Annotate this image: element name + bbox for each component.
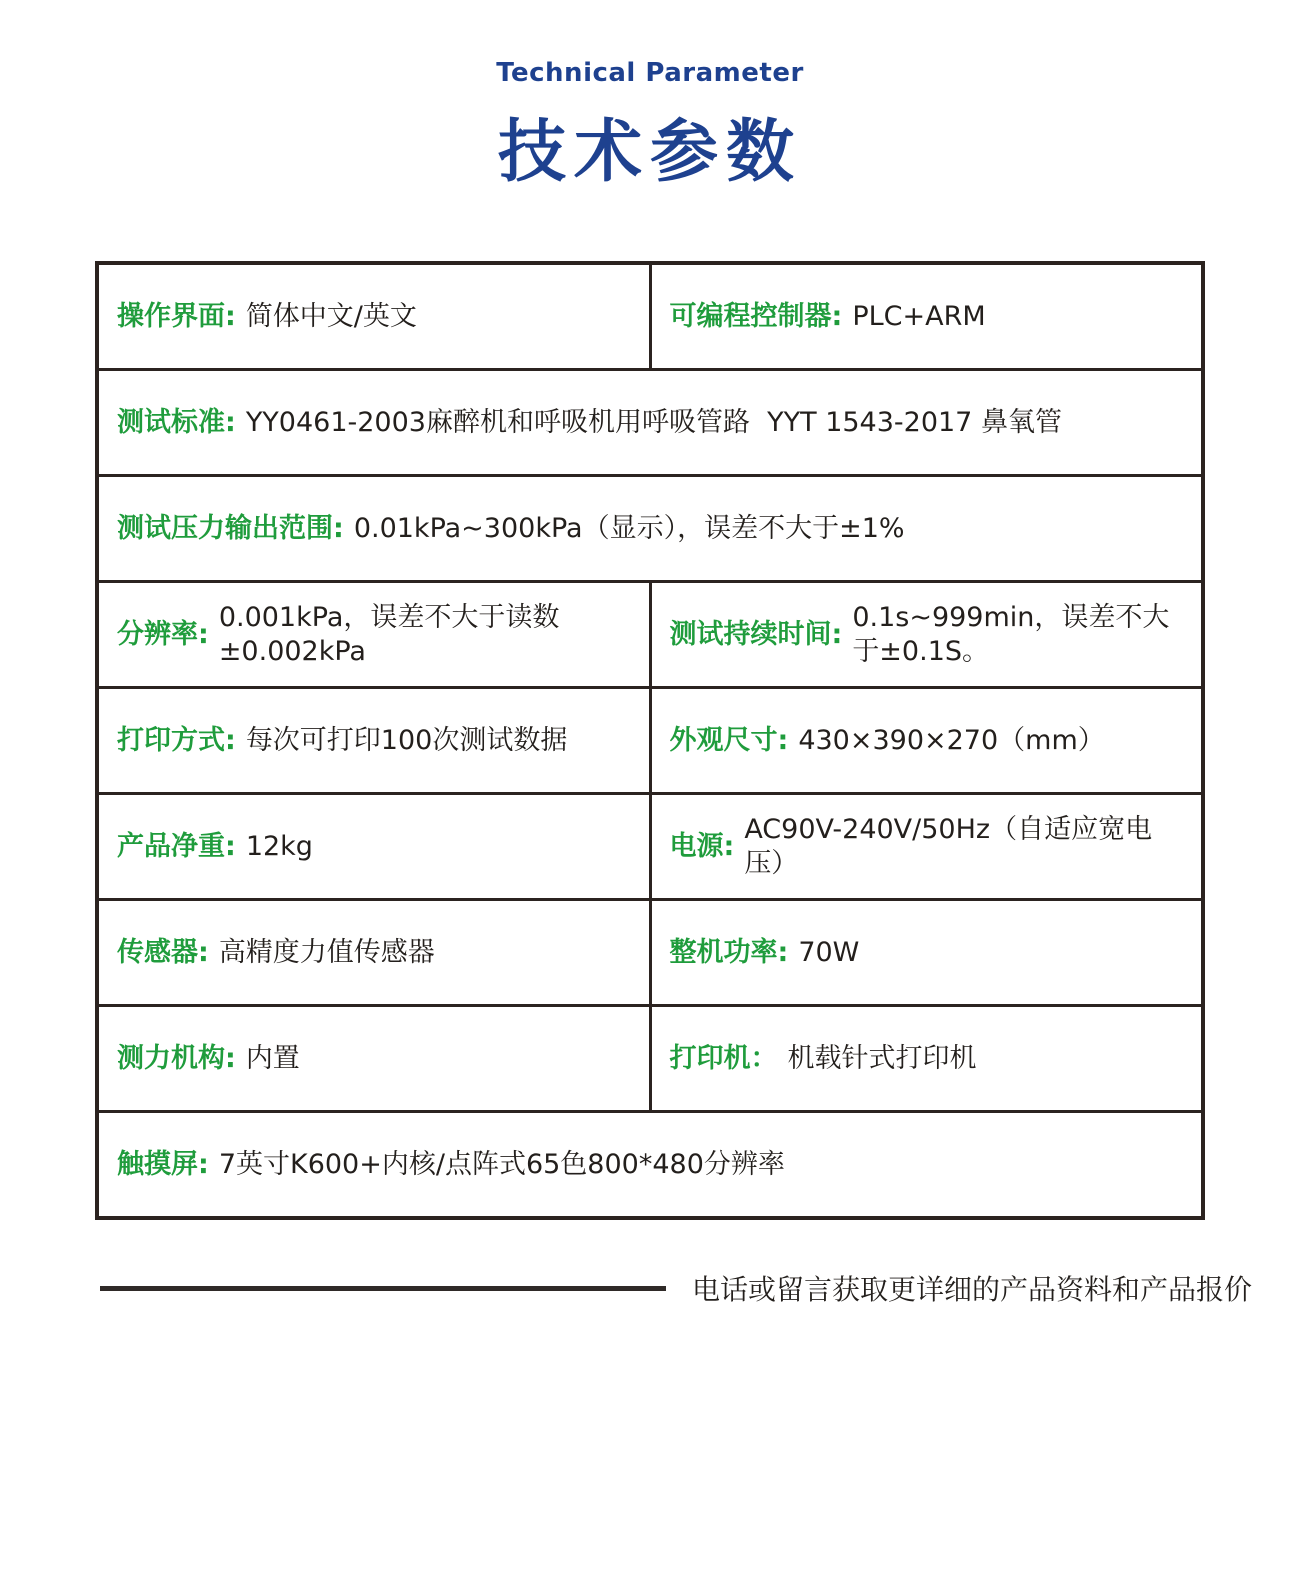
param-value: PLC+ARM (852, 300, 986, 332)
param-value: 内置 (245, 1042, 300, 1074)
table-row (99, 477, 1201, 583)
cell-touch-screen (99, 1113, 1201, 1216)
param-value: 0.001kPa，误差不大于读数±0.002kPa (218, 601, 560, 667)
param-value: 简体中文/英文 (245, 300, 417, 332)
cell-test-standard (99, 371, 1201, 474)
param-label: 传感器: (117, 936, 209, 968)
param-label: 产品净重: (117, 830, 236, 862)
param-label: 触摸屏: (117, 1148, 209, 1180)
param-value: 高精度力值传感器 (218, 936, 435, 968)
cell-printer (649, 1007, 1202, 1110)
table-row (99, 689, 1201, 795)
cell-print-mode (99, 689, 649, 792)
param-value: AC90V-240V/50Hz（自适应宽电压） (744, 813, 1153, 879)
cell-resolution (99, 583, 649, 686)
param-label: 外观尺寸: (669, 724, 789, 756)
param-value: 430×390×270（mm） (798, 724, 1105, 756)
footer (100, 1268, 1253, 1308)
param-label: 可编程控制器: (669, 300, 843, 332)
param-label: 打印方式: (117, 724, 236, 756)
param-label: 测试标准: (117, 406, 236, 438)
technical-parameter-table (95, 261, 1205, 1220)
param-label: 测试压力输出范围: (117, 512, 344, 544)
param-label: 操作界面: (117, 300, 236, 332)
footer-divider-line (100, 1286, 666, 1291)
english-subtitle: Technical Parameter (496, 58, 804, 88)
page-title: 技术参数 (497, 113, 802, 192)
param-value: 机载针式打印机 (787, 1042, 977, 1074)
param-value: 0.1s~999min，误差不大于±0.1S。 (852, 601, 1170, 667)
cell-programmable-controller (649, 265, 1202, 368)
table-row (99, 1007, 1201, 1113)
param-value: 70W (798, 936, 860, 968)
param-value: 每次可打印100次测试数据 (245, 724, 568, 756)
cell-power-supply (649, 795, 1202, 898)
cell-operation-interface (99, 265, 649, 368)
page-header (0, 58, 1300, 195)
param-label: 打印机： (669, 1042, 778, 1074)
param-label: 测力机构: (117, 1042, 236, 1074)
table-row (99, 795, 1201, 901)
footer-contact-note: 电话或留言获取更详细的产品资料和产品报价 (692, 1273, 1253, 1306)
param-label: 电源: (669, 830, 735, 862)
cell-force-mechanism (99, 1007, 649, 1110)
param-value: 0.01kPa~300kPa（显示），误差不大于±1% (353, 512, 905, 544)
param-value: 7英寸K600+内核/点阵式65色800*480分辨率 (218, 1148, 785, 1180)
table-row (99, 265, 1201, 371)
table-row (99, 1113, 1201, 1216)
cell-test-pressure-output-range (99, 477, 1201, 580)
table-row (99, 901, 1201, 1007)
param-label: 整机功率: (669, 936, 789, 968)
param-value: YY0461-2003麻醉机和呼吸机用呼吸管路 YYT 1543-2017 鼻氧管 (245, 406, 1062, 438)
cell-dimensions (649, 689, 1202, 792)
param-label: 分辨率: (117, 618, 209, 650)
table-row (99, 583, 1201, 689)
cell-total-power (649, 901, 1202, 1004)
cell-test-duration (649, 583, 1202, 686)
cell-net-weight (99, 795, 649, 898)
table-row (99, 371, 1201, 477)
param-label: 测试持续时间: (669, 618, 843, 650)
cell-sensor (99, 901, 649, 1004)
param-value: 12kg (245, 830, 313, 862)
